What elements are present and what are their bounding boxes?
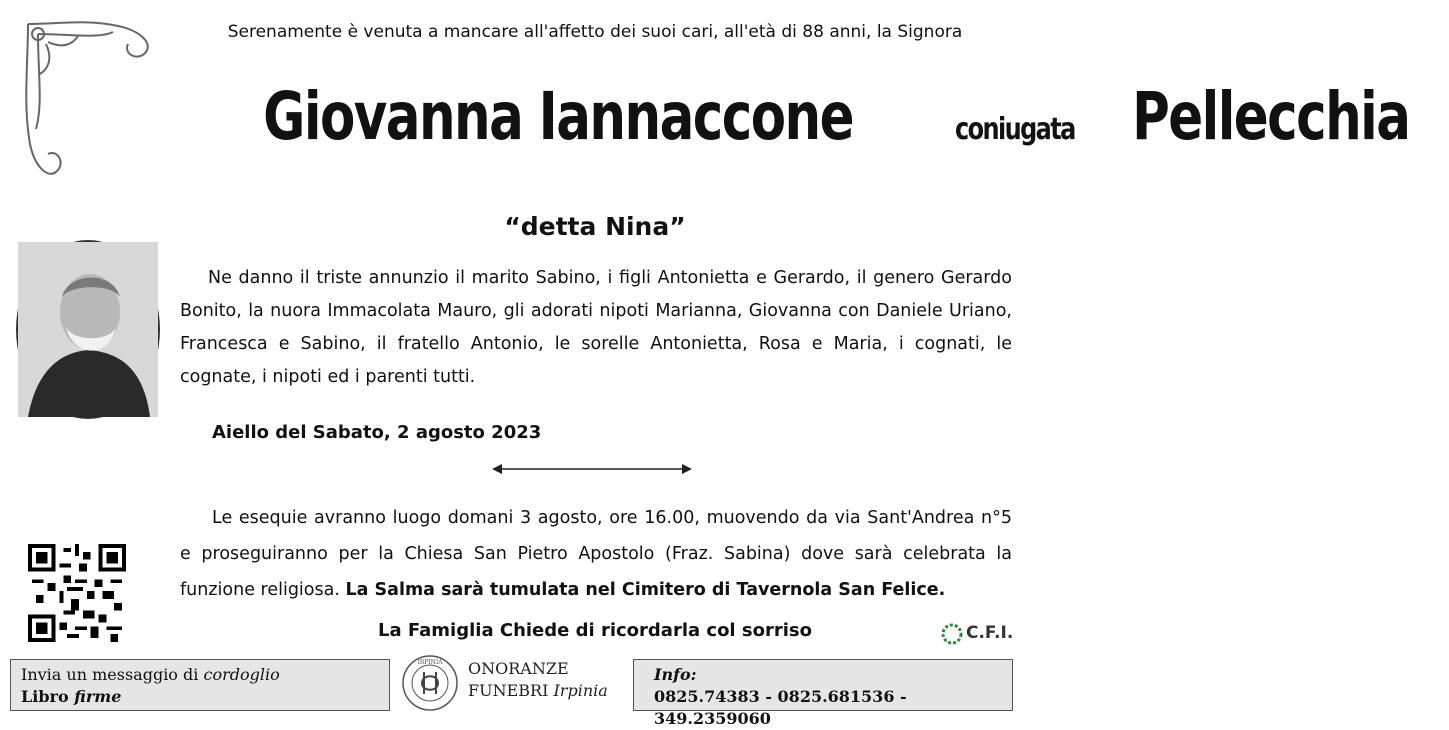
place-date: Aiello del Sabato, 2 agosto 2023 (212, 422, 542, 443)
portrait-image (16, 240, 160, 419)
guestbook-link[interactable] (21, 686, 379, 708)
condolence-em: cordoglio (203, 665, 280, 684)
portrait-drawing (18, 242, 158, 417)
funeral-text: Le esequie avranno luogo domani 3 agosto, ore 16.00, muovendo da via Sant'Andrea n°5 e proseguiranno per la Chiesa San Pietro Apostolo (Fraz. Sabina) dove sarà celebrata la funzione religiosa. (180, 508, 1012, 600)
cfi-circle-icon (940, 622, 964, 646)
deceased-first-name: Giovanna Iannaccone (263, 78, 853, 155)
info-box (633, 659, 1013, 728)
agency-name (468, 658, 608, 702)
announcement-text: Ne danno il triste annunzio il marito Sabino, i figli Antonietta e Gerardo, il genero Gerardo Bonito, la nuora Immacolata Mauro, gli adorati nipoti Marianna, Giovanna con Daniele Uriano, Francesca e Sabino, il fratello Antonio, le sorelle Antonietta, Rosa e Maria, i cognati, le cognate, i nipoti ed i parenti tutti. (180, 268, 1012, 387)
condolence-prefix: Invia un messaggio di (21, 665, 199, 684)
double-arrow-divider (492, 462, 692, 476)
corner-ornament (18, 14, 158, 189)
condolence-link[interactable] (21, 664, 379, 686)
agency-line2-em: Irpinia (553, 681, 608, 700)
family-note: La Famiglia Chiede di ricordarla col sorriso (378, 620, 812, 641)
info-label: Info (654, 665, 691, 684)
deceased-married-surname: Pellecchia (1132, 78, 1410, 155)
condolence-box[interactable] (10, 659, 390, 711)
guestbook-em: firme (74, 687, 122, 706)
nickname: “detta Nina” (504, 212, 686, 241)
burial-emphasis: La Salma sarà tumulata nel Cimitero di Tavernola San Felice. (345, 580, 946, 600)
deceased-married-word: coniugata (954, 112, 1075, 147)
seal-top-text: IRPINIA (417, 659, 443, 666)
cfi-logo (940, 620, 1020, 650)
agency-line1: ONORANZE (468, 659, 569, 678)
qr-code[interactable] (28, 544, 126, 642)
deceased-name (180, 78, 1410, 155)
cfi-logo-text: C.F.I. (966, 623, 1014, 643)
funeral-details (180, 500, 1012, 608)
info-label-row: Info: (654, 665, 697, 684)
intro-text: Serenamente è venuta a mancare all'affetto dei suoi cari, all'età di 88 anni, la Signora (227, 22, 963, 42)
guestbook-prefix: Libro (21, 687, 69, 706)
info-phones[interactable]: 0825.74383 - 0825.681536 - 349.2359060 (654, 687, 907, 728)
agency-line2 (468, 680, 608, 702)
agency-line2-prefix: FUNEBRI (468, 681, 549, 700)
